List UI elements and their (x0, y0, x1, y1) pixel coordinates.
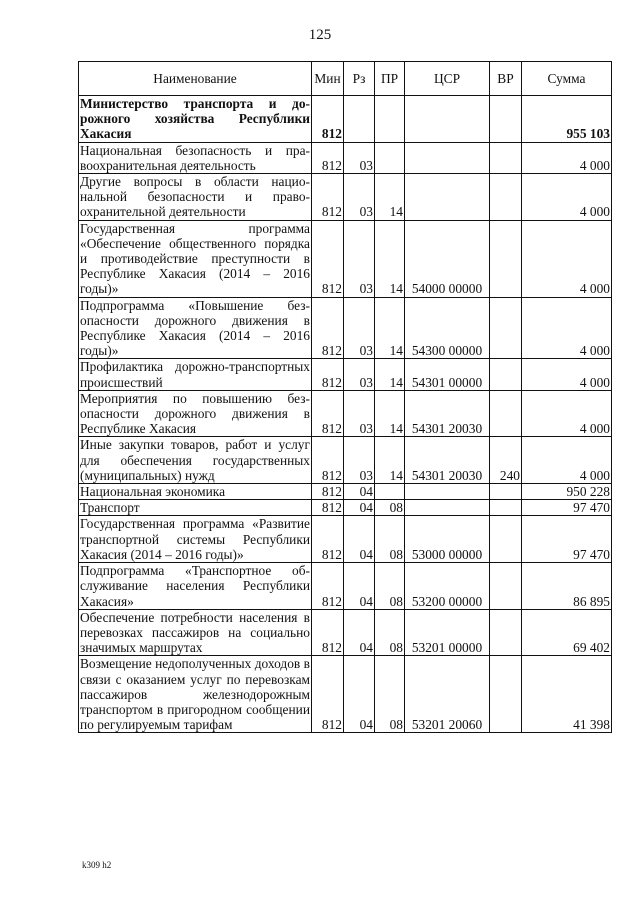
header-csr: ЦСР (405, 62, 490, 96)
cell-vr (490, 563, 522, 610)
table-row (79, 390, 612, 437)
cell-pr: 08 (375, 516, 405, 563)
cell-rz: 03 (344, 297, 375, 359)
header-rz: Рз (344, 62, 375, 96)
table-row (79, 437, 612, 484)
cell-sum: 41 398 (522, 656, 612, 733)
cell-min: 812 (312, 609, 344, 656)
cell-min: 812 (312, 516, 344, 563)
cell-pr (375, 142, 405, 173)
cell-vr (490, 516, 522, 563)
cell-name: Министерство транспорта и дорожного хозяйства Республики Хакасия (80, 96, 310, 142)
cell-csr (405, 500, 490, 516)
cell-csr: 54300 00000 (405, 297, 490, 359)
cell-rz: 04 (344, 563, 375, 610)
cell-sum: 4 000 (522, 220, 612, 297)
cell-vr (490, 174, 522, 221)
cell-csr: 54301 00000 (405, 359, 490, 390)
table-row (79, 609, 612, 656)
table-body (79, 96, 612, 733)
cell-sum: 4 000 (522, 390, 612, 437)
cell-csr: 54000 00000 (405, 220, 490, 297)
cell-min: 812 (312, 359, 344, 390)
cell-sum: 4 000 (522, 297, 612, 359)
cell-pr (375, 484, 405, 500)
table-row (79, 359, 612, 390)
cell-pr: 14 (375, 437, 405, 484)
cell-pr: 14 (375, 297, 405, 359)
cell-min: 812 (312, 297, 344, 359)
cell-csr: 53201 00000 (405, 609, 490, 656)
cell-vr (490, 609, 522, 656)
cell-rz: 04 (344, 609, 375, 656)
cell-vr (490, 96, 522, 143)
cell-pr: 14 (375, 359, 405, 390)
cell-csr: 53201 20060 (405, 656, 490, 733)
cell-vr (490, 500, 522, 516)
cell-sum: 4 000 (522, 437, 612, 484)
cell-pr: 14 (375, 220, 405, 297)
cell-min: 812 (312, 563, 344, 610)
footer-code: k309 h2 (82, 860, 112, 870)
table-header-row (79, 62, 612, 96)
cell-csr: 53000 00000 (405, 516, 490, 563)
cell-rz: 03 (344, 390, 375, 437)
header-name: Наименование (79, 62, 312, 96)
cell-min: 812 (312, 500, 344, 516)
cell-name: Транспорт (79, 500, 312, 516)
cell-csr (405, 484, 490, 500)
cell-name: Иные закупки товаров, работ и услуг для обеспечения государственных (муниципальных) нужд (80, 437, 310, 483)
cell-csr (405, 142, 490, 173)
header-min: Мин (312, 62, 344, 96)
cell-vr (490, 656, 522, 733)
table-row (79, 516, 612, 563)
cell-name: Возмещение недополученных доходов в связи с оказанием услуг по перевозкам пассажиров железнодорожным транспортом в пригородном сообщении по регулируемым тарифам (80, 656, 310, 733)
cell-csr (405, 174, 490, 221)
cell-name: Обеспечение потребности населения в перевозках пассажиров на социально значимых маршрутах (80, 609, 310, 656)
table-row (79, 563, 612, 610)
cell-pr: 14 (375, 174, 405, 221)
cell-sum: 955 103 (522, 96, 612, 143)
header-vr: ВР (490, 62, 522, 96)
cell-rz: 03 (344, 142, 375, 173)
cell-pr: 08 (375, 656, 405, 733)
cell-vr (490, 142, 522, 173)
table-row (79, 96, 612, 143)
cell-rz: 04 (344, 484, 375, 500)
cell-rz: 04 (344, 516, 375, 563)
cell-pr: 08 (375, 609, 405, 656)
cell-sum: 97 470 (522, 500, 612, 516)
cell-vr (490, 297, 522, 359)
cell-name: Национальная безопасность и правоохранительная деятельность (80, 142, 310, 173)
cell-rz: 03 (344, 359, 375, 390)
cell-csr (405, 96, 490, 143)
cell-name: Подпрограмма «Повышение безопасности дорожного движения в Республике Хакасия (2014 – 2016 годы)» (80, 297, 310, 359)
cell-rz: 04 (344, 500, 375, 516)
cell-min: 812 (312, 484, 344, 500)
cell-pr (375, 96, 405, 143)
header-pr: ПР (375, 62, 405, 96)
cell-name: Мероприятия по повышению безопасности дорожного движения в Республике Хакасия (80, 390, 310, 437)
cell-sum: 4 000 (522, 142, 612, 173)
cell-name: Профилактика дорожно-транспортных происшествий (80, 359, 310, 390)
cell-min: 812 (312, 220, 344, 297)
cell-sum: 97 470 (522, 516, 612, 563)
cell-sum: 4 000 (522, 359, 612, 390)
cell-name: Государственная программа «Обеспечение общественного порядка и противодействие преступности в Республике Хакасия (2014 – 2016 годы)» (80, 220, 310, 297)
cell-rz: 03 (344, 174, 375, 221)
budget-table (78, 61, 612, 733)
cell-vr (490, 359, 522, 390)
cell-vr (490, 484, 522, 500)
cell-rz: 03 (344, 220, 375, 297)
cell-rz: 03 (344, 437, 375, 484)
cell-name: Подпрограмма «Транспортное обслуживание населения Республики Хакасия» (80, 563, 310, 609)
cell-csr: 54301 20030 (405, 437, 490, 484)
cell-pr: 14 (375, 390, 405, 437)
cell-sum: 86 895 (522, 563, 612, 610)
cell-csr: 53200 00000 (405, 563, 490, 610)
cell-pr: 08 (375, 563, 405, 610)
cell-rz: 04 (344, 656, 375, 733)
table-row (79, 174, 612, 221)
cell-vr (490, 220, 522, 297)
table-row (79, 484, 612, 500)
table-row (79, 500, 612, 516)
cell-min: 812 (312, 96, 344, 143)
cell-pr: 08 (375, 500, 405, 516)
cell-vr (490, 390, 522, 437)
table-row (79, 656, 612, 733)
cell-min: 812 (312, 437, 344, 484)
cell-vr: 240 (490, 437, 522, 484)
page-number: 125 (308, 27, 332, 43)
cell-name: Национальная экономика (79, 484, 312, 500)
table-row (79, 220, 612, 297)
cell-sum: 69 402 (522, 609, 612, 656)
cell-rz (344, 96, 375, 143)
table-row (79, 142, 612, 173)
cell-sum: 950 228 (522, 484, 612, 500)
cell-min: 812 (312, 174, 344, 221)
cell-sum: 4 000 (522, 174, 612, 221)
table-row (79, 297, 612, 359)
header-sum: Сумма (522, 62, 612, 96)
cell-csr: 54301 20030 (405, 390, 490, 437)
cell-min: 812 (312, 142, 344, 173)
cell-name: Другие вопросы в области национальной безопасности и правоохранительной деятельности (80, 174, 310, 220)
cell-min: 812 (312, 656, 344, 733)
cell-min: 812 (312, 390, 344, 437)
cell-name: Государственная программа «Развитие транспортной системы Республики Хакасия (2014 – 2016 годы)» (80, 516, 310, 562)
